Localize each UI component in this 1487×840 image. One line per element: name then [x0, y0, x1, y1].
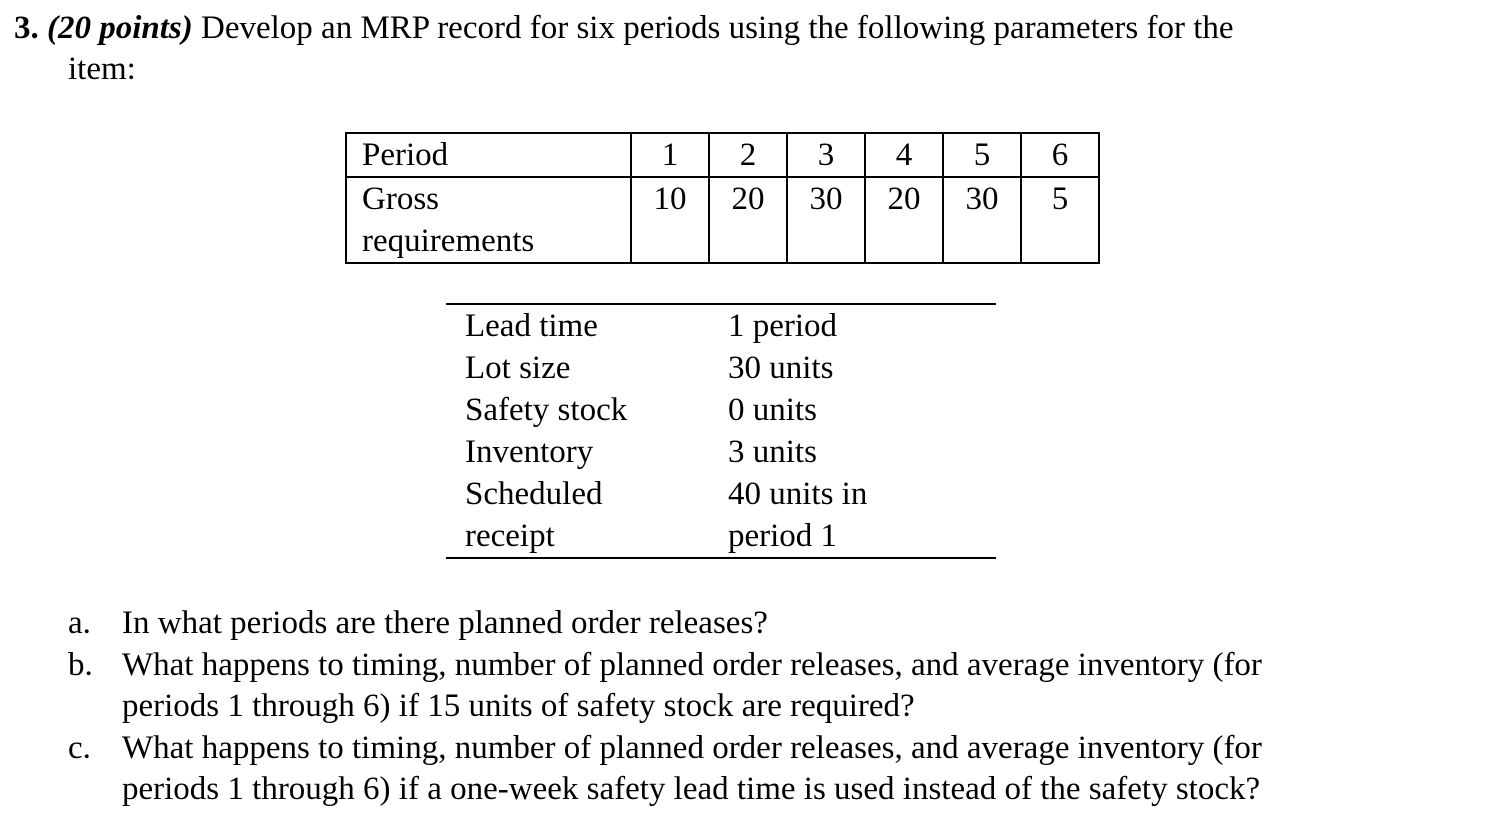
question-3: [14, 8, 1474, 90]
subquestion-letter: a.: [68, 605, 91, 641]
question-line-1: [14, 8, 1474, 49]
gross-requirement-cell: 20: [709, 177, 787, 263]
gross-label-line-2: requirements: [362, 223, 535, 259]
period-label: Period: [346, 133, 631, 177]
gross-requirements-table: [345, 132, 1100, 264]
param-row-lot-size: [446, 347, 996, 389]
question-text-line-2: item:: [68, 51, 136, 87]
param-value: 3 units: [728, 434, 817, 470]
subquestions-list: [68, 603, 1468, 811]
subquestion-line: periods 1 through 6) if 15 units of safety stock are required?: [122, 688, 915, 724]
subquestion-text: [122, 603, 1468, 645]
period-cell: 5: [943, 133, 1021, 177]
period-cell: 3: [787, 133, 865, 177]
parameters-table: [446, 303, 996, 559]
question-points: (20 points): [47, 10, 193, 46]
param-label: Inventory: [465, 434, 594, 470]
param-label-line-1: Scheduled: [465, 476, 603, 512]
param-row-safety-stock: [446, 389, 996, 431]
gross-requirements-row: [346, 177, 1099, 263]
param-label-line-2: receipt: [465, 518, 555, 554]
subquestion-text: [122, 645, 1468, 728]
param-row-lead-time: [446, 304, 996, 347]
param-value: 1 period: [728, 308, 838, 344]
gross-requirement-cell: 5: [1021, 177, 1099, 263]
period-row: [346, 133, 1099, 177]
subquestion-b: [68, 645, 1468, 728]
subquestion-line: periods 1 through 6) if a one-week safety lead time is used instead of the safety stock?: [122, 771, 1261, 807]
period-cell: 6: [1021, 133, 1099, 177]
period-cell: 1: [631, 133, 709, 177]
param-value-line-1: 40 units in: [728, 476, 868, 512]
period-cell: 2: [709, 133, 787, 177]
subquestion-line: What happens to timing, number of planned order releases, and average inventory (for: [122, 646, 1262, 683]
gross-label-line-1: Gross: [362, 181, 440, 217]
param-value-line-2: period 1: [728, 518, 838, 554]
param-row-inventory: [446, 431, 996, 473]
param-value: 30 units: [728, 350, 834, 386]
gross-requirement-cell: 30: [787, 177, 865, 263]
param-label: Safety stock: [465, 392, 628, 428]
subquestion-line: In what periods are there planned order releases?: [122, 605, 768, 641]
subquestion-letter: b.: [68, 646, 93, 683]
param-value: 0 units: [728, 392, 817, 428]
question-text-line-1: Develop an MRP record for six periods using the following parameters for the: [201, 10, 1234, 46]
subquestion-letter: c.: [68, 729, 91, 766]
gross-requirements-label: [346, 177, 631, 263]
period-cell: 4: [865, 133, 943, 177]
subquestion-c: [68, 728, 1468, 811]
subquestion-line: What happens to timing, number of planned order releases, and average inventory (for: [122, 729, 1262, 766]
subquestion-text: [122, 728, 1468, 811]
param-label: [446, 473, 728, 558]
param-label: Lead time: [465, 308, 598, 344]
gross-requirement-cell: 30: [943, 177, 1021, 263]
param-label: Lot size: [465, 350, 571, 386]
question-number: 3.: [14, 10, 39, 46]
gross-requirement-cell: 20: [865, 177, 943, 263]
subquestion-a: [68, 603, 1468, 645]
gross-requirement-cell: 10: [631, 177, 709, 263]
param-row-scheduled-receipt: [446, 473, 996, 558]
param-value: [728, 473, 996, 558]
